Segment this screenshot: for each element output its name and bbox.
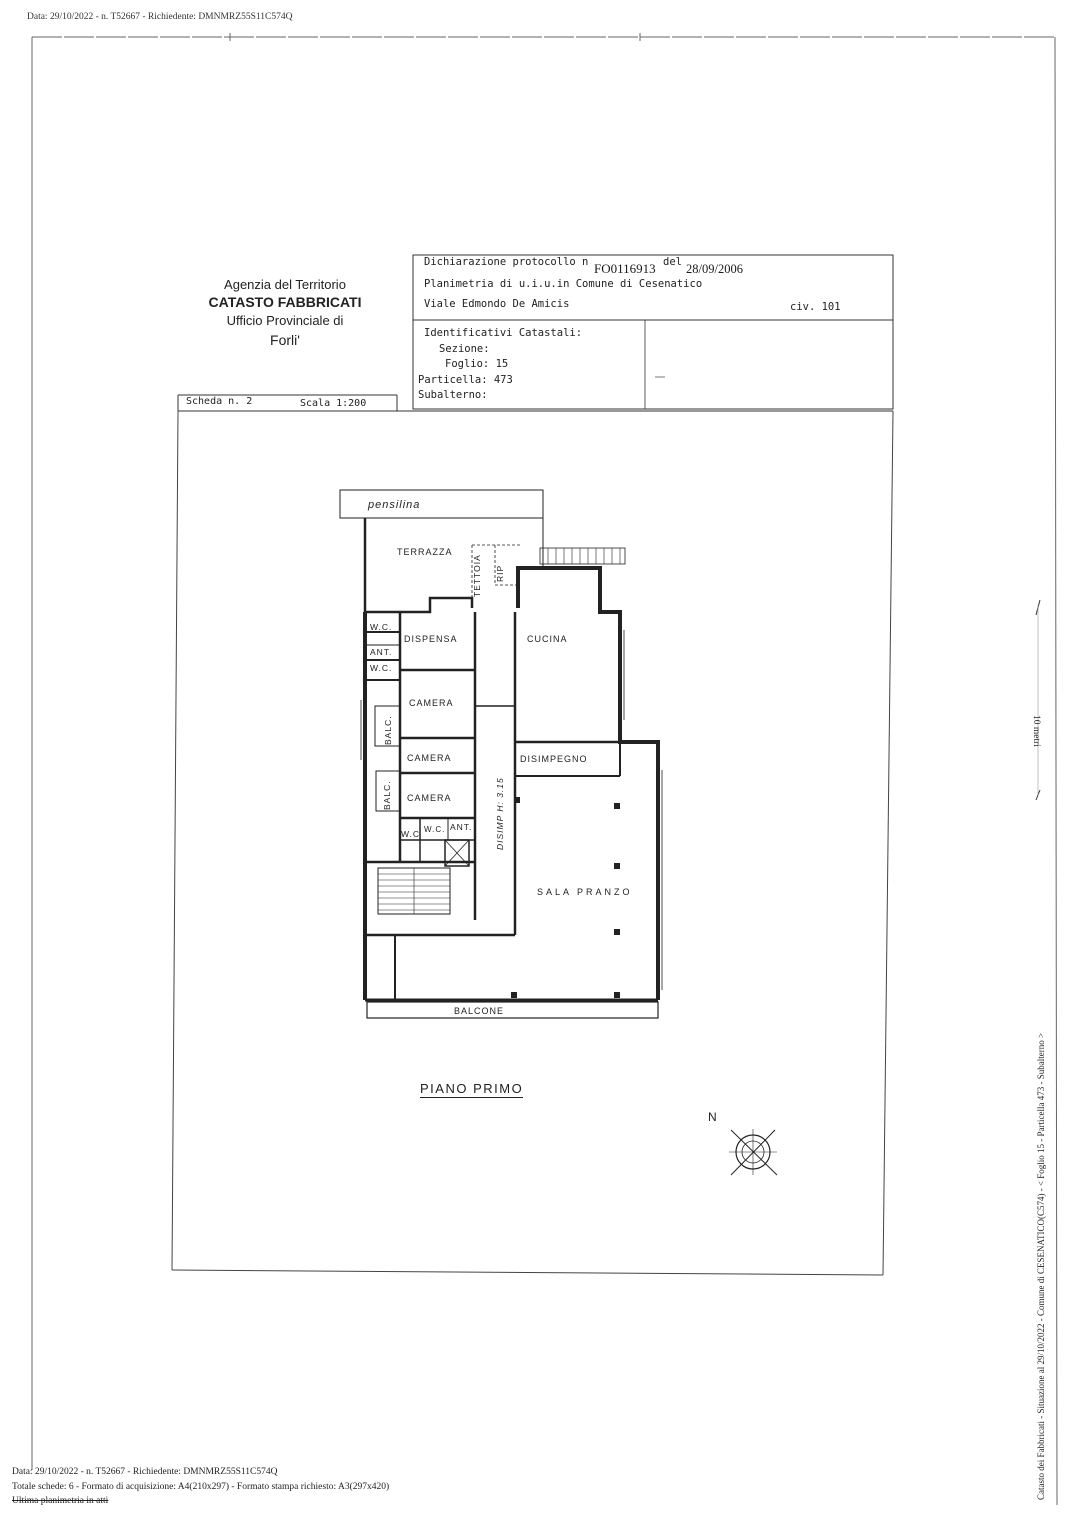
identifier-foglio: Foglio: 15 [445, 358, 509, 370]
footer-request-line: Data: 29/10/2022 - n. T52667 - Richiedente: DMNMRZ55S11C574Q [12, 1467, 278, 1477]
identifiers-title: Identificativi Catastali: [424, 327, 583, 339]
sheet-scale: Scala 1:200 [300, 398, 367, 409]
label-camera-3: CAMERA [407, 793, 452, 803]
label-balcone: BALCONE [454, 1006, 505, 1016]
civic-number: civ. 101 [790, 301, 841, 313]
agency-city: Forli' [270, 332, 300, 348]
label-wc-1: W.C. [370, 622, 393, 632]
label-rip: RIP [495, 564, 505, 582]
protocol-date-label: del [663, 256, 682, 268]
sheet-number: Scheda n. 2 [186, 396, 253, 407]
protocol-date: 28/09/2006 [686, 262, 743, 276]
label-camera-2: CAMERA [407, 753, 452, 763]
identifier-sezione: Sezione: [439, 343, 490, 355]
scale-bar-label: 10 metri [1031, 715, 1041, 747]
label-disimpegno-corridor: DISIMP H: 3.15 [495, 777, 505, 850]
north-label: N [708, 1110, 717, 1124]
protocol-number: FO0116913 [594, 261, 656, 276]
label-pensilina: pensilina [368, 499, 421, 511]
label-ant-1: ANT. [370, 647, 393, 657]
floor-label: PIANO PRIMO [420, 1081, 524, 1096]
label-camera-1: CAMERA [409, 698, 454, 708]
label-ant-2: ANT. [450, 822, 473, 832]
agency-name: Agenzia del Territorio [224, 277, 346, 292]
header-request-line: Data: 29/10/2022 - n. T52667 - Richiedente: DMNMRZ55S11C574Q [27, 12, 293, 22]
label-cucina: CUCINA [527, 634, 568, 644]
label-wc-4: W.C. [424, 825, 446, 834]
label-sala-pranzo: SALA PRANZO [537, 887, 633, 897]
label-wc-3: W.C [401, 829, 421, 839]
protocol-label: Dichiarazione protocollo n [424, 256, 589, 268]
agency-office: Ufficio Provinciale di [226, 313, 344, 328]
address: Viale Edmondo De Amicis [424, 298, 570, 310]
label-dispensa: DISPENSA [404, 634, 458, 644]
label-balc-2: BALC. [382, 780, 392, 810]
plan-line: Planimetria di u.i.u.in Comune di Cesenatico [424, 278, 703, 290]
agency-catasto: CATASTO FABBRICATI [208, 294, 362, 310]
label-balc-1: BALC. [383, 715, 393, 745]
label-terrazza: TERRAZZA [397, 547, 453, 557]
identifier-particella: Particella: 473 [418, 374, 513, 386]
label-wc-2: W.C. [370, 663, 393, 673]
side-situation-text: Catasto dei Fabbricati - Situazione al 29/10/2022 - Comune di CESENATICO(C574) - < Foglio 15 - Particella 473 - Subalterno > [1036, 1032, 1046, 1500]
label-tettoia: TETTOIA [472, 554, 482, 597]
footer-last-plan-line: Ultima planimetria in atti [12, 1496, 109, 1506]
north-compass-icon [725, 1125, 785, 1180]
label-disimpegno: DISIMPEGNO [520, 754, 588, 764]
footer-format-line: Totale schede: 6 - Formato di acquisizione: A4(210x297) - Formato stampa richiesto: A3(297x420) [12, 1482, 390, 1492]
identifier-subalterno: Subalterno: [418, 389, 488, 401]
